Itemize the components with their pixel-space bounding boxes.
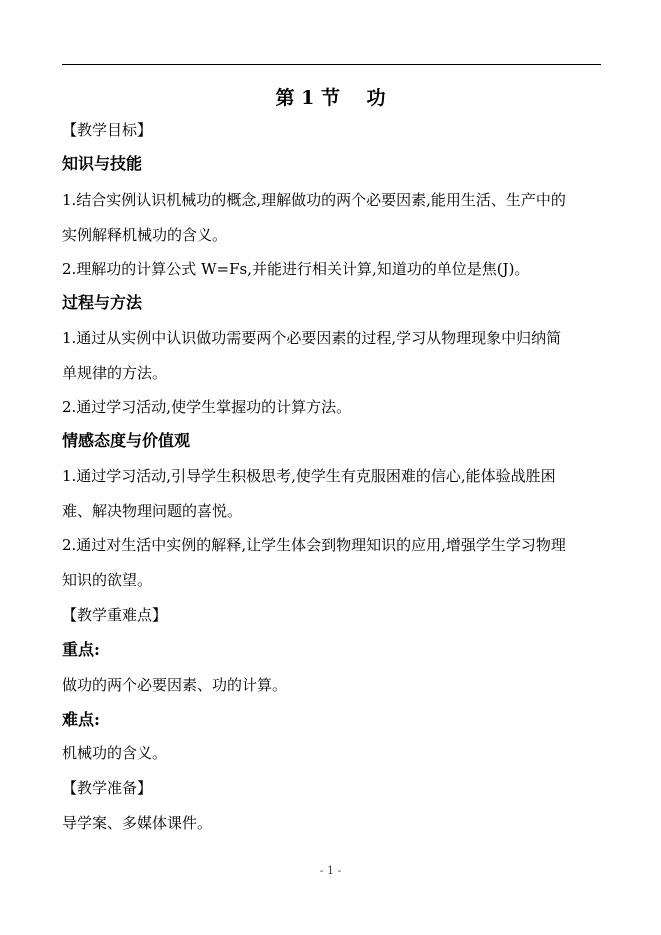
difficult-point-text: 机械功的含义。 [62, 744, 168, 762]
section-header-key-points: 【教学重难点】 [62, 606, 168, 624]
emotion-item-1-line-1: 1.通过学习活动,引导学生积极思考,使学生有克服困难的信心,能体验战胜困 [62, 467, 556, 485]
section-header-teaching-goals: 【教学目标】 [62, 121, 153, 139]
emotion-item-2-line-1: 2.通过对生活中实例的解释,让学生体会到物理知识的应用,增强学生学习物理 [62, 536, 566, 554]
knowledge-item-1-line-2: 实例解释机械功的含义。 [62, 226, 228, 244]
page-number: - 1 - [319, 864, 342, 877]
preparation-text: 导学案、多媒体课件。 [62, 814, 213, 832]
key-point-label: 重点: [62, 640, 100, 659]
process-item-1-line-2: 单规律的方法。 [62, 364, 168, 382]
header-rule [62, 64, 601, 65]
emotion-item-1-line-2: 难、解决物理问题的喜悦。 [62, 502, 243, 520]
heading-knowledge-skills: 知识与技能 [62, 154, 143, 173]
process-item-1-line-1: 1.通过从实例中认识做功需要两个必要因素的过程,学习从物理现象中归纳简 [62, 329, 562, 347]
difficult-point-label: 难点: [62, 710, 100, 729]
knowledge-item-1-line-1: 1.结合实例认识机械功的概念,理解做功的两个必要因素,能用生活、生产中的 [62, 191, 566, 209]
emotion-item-2-line-2: 知识的欲望。 [62, 571, 153, 589]
process-item-2: 2.通过学习活动,使学生掌握功的计算方法。 [62, 398, 352, 416]
key-point-text: 做功的两个必要因素、功的计算。 [62, 676, 288, 694]
page-title: 第 1 节 功 [275, 87, 386, 109]
section-header-preparation: 【教学准备】 [62, 779, 153, 797]
heading-emotion-values: 情感态度与价值观 [62, 431, 191, 450]
knowledge-item-2: 2.理解功的计算公式 W=Fs,并能进行相关计算,知道功的单位是焦(J)。 [62, 260, 530, 278]
heading-process-methods: 过程与方法 [62, 293, 143, 312]
